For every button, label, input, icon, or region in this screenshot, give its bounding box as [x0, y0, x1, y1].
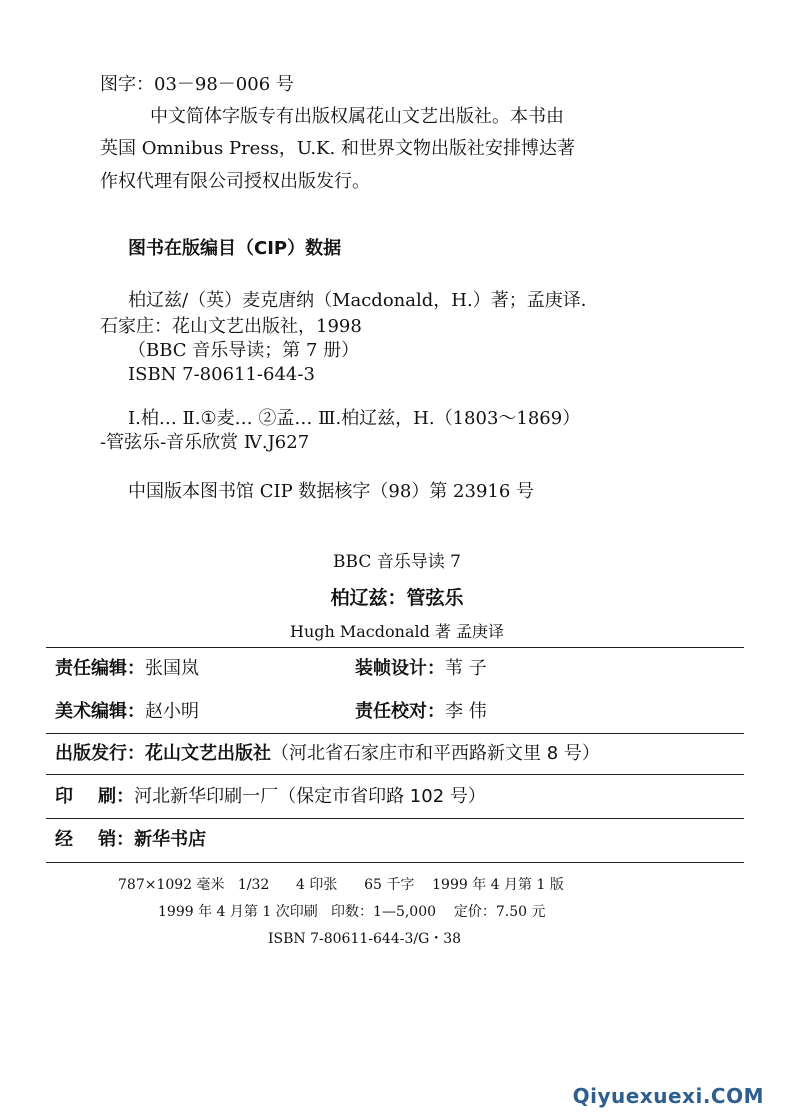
- cip-record-line-1: 柏辽兹/（英）麦克唐纳（Macdonald，H.）著；孟庚译．: [128, 290, 599, 311]
- cip-subject-line-2: -管弦乐-音乐欣赏 Ⅳ.J627: [100, 432, 310, 453]
- credit-label: 印 刷：: [55, 786, 135, 807]
- copyright-permit: 图字：03－98－006 号: [100, 74, 294, 95]
- credit-value: 河北新华印刷一厂（保定市省印路 102 号）: [134, 786, 486, 807]
- credit-proofreader: [355, 701, 487, 723]
- rule-3: [46, 818, 744, 819]
- credit-value: 赵小明: [145, 701, 199, 722]
- credit-value: 李 伟: [445, 701, 487, 722]
- credit-value: 苇 子: [445, 658, 487, 679]
- credit-label: 责任编辑：: [55, 658, 145, 679]
- credit-label: 责任校对：: [355, 701, 445, 722]
- cip-record-line-2: 石家庄：花山文艺出版社，1998: [100, 316, 362, 337]
- credit-label: 出版发行：: [55, 743, 145, 764]
- cip-heading: 图书在版编目（CIP）数据: [128, 238, 342, 259]
- copyright-notice-line-1: 中文简体字版专有出版权属花山文艺出版社。本书由: [150, 106, 564, 127]
- credit-cover-design: [355, 658, 487, 680]
- rule-top: [46, 647, 744, 648]
- book-authors: Hugh Macdonald 著 孟庚译: [289, 622, 505, 641]
- credit-editor: [55, 658, 199, 680]
- rule-2: [46, 774, 744, 775]
- cip-record-line-4: ISBN 7-80611-644-3: [128, 364, 315, 385]
- credit-printer: [55, 786, 486, 808]
- rule-1: [46, 733, 744, 734]
- credit-publisher: [55, 743, 600, 765]
- specs-line-1: 787×1092 毫米 1/32 4 印张 65 千字 1999 年 4 月第 1 版: [118, 877, 564, 893]
- publisher-name: 花山文艺出版社: [145, 743, 271, 764]
- series-name: BBC 音乐导读 7: [333, 552, 461, 572]
- credit-label: 美术编辑：: [55, 701, 145, 722]
- rule-bottom: [46, 862, 744, 863]
- credit-art-editor: [55, 701, 199, 723]
- site-watermark: Qiyuexuexi.COM: [572, 1084, 764, 1108]
- specs-line-3: ISBN 7-80611-644-3/G・38: [268, 931, 462, 947]
- credit-distributor: [55, 829, 206, 851]
- copyright-notice-line-3: 作权代理有限公司授权出版发行。: [100, 171, 370, 192]
- publisher-address: （河北省石家庄市和平西路新文里 8 号）: [271, 743, 600, 764]
- cip-record-line-3: （BBC 音乐导读；第 7 册）: [128, 340, 360, 361]
- book-title: 柏辽兹：管弦乐: [330, 587, 464, 609]
- credit-value: 新华书店: [134, 829, 207, 850]
- specs-line-2: 1999 年 4 月第 1 次印刷 印数：1—5,000 定价：7.50 元: [158, 904, 546, 920]
- credit-label: 经 销：: [55, 829, 135, 850]
- credit-value: 张国岚: [145, 658, 199, 679]
- cip-verification: 中国版本图书馆 CIP 数据核字（98）第 23916 号: [128, 481, 535, 502]
- copyright-notice-line-2: 英国 Omnibus Press，U.K. 和世界文物出版社安排博达著: [100, 138, 575, 159]
- credit-label: 装帧设计：: [355, 658, 445, 679]
- cip-subject-line-1: Ⅰ.柏… Ⅱ.①麦… ②孟… Ⅲ.柏辽兹，H.（1803～1869）: [128, 408, 581, 429]
